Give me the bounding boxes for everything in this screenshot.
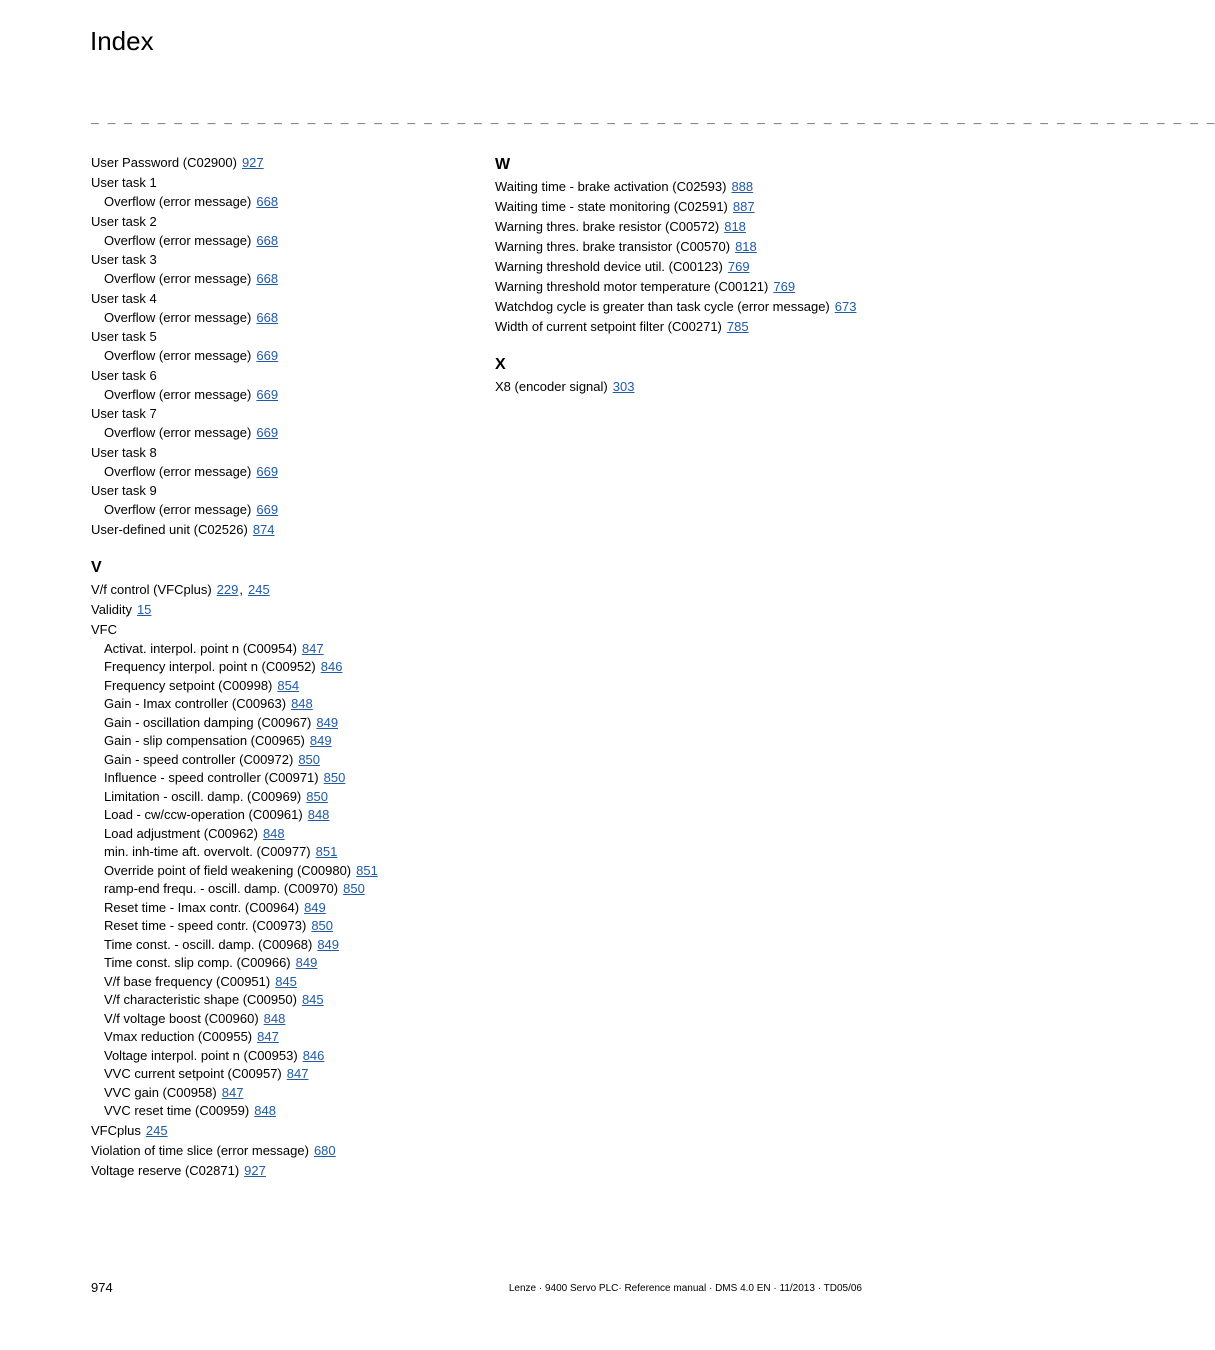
index-subentry [91, 1047, 471, 1066]
entry-label: Warning thres. brake transistor (C00570) [495, 239, 731, 254]
index-entry [91, 481, 471, 501]
entry-label: User task 7 [91, 406, 157, 421]
index-letter-x: X [495, 356, 506, 373]
index-subentry [91, 732, 471, 751]
page-link[interactable]: 850 [343, 881, 365, 896]
page-link[interactable]: 848 [263, 1010, 286, 1026]
index-subentry [91, 954, 471, 973]
entry-label: min. inh-time aft. overvolt. (C00977) [104, 844, 311, 859]
page-link[interactable]: 818 [735, 239, 757, 254]
entry-label: Overflow (error message) [104, 463, 252, 479]
entry-label: VFC [91, 621, 117, 637]
page-link[interactable]: 850 [323, 770, 346, 785]
entry-label: Warning threshold motor temperature (C00121) [495, 279, 769, 294]
index-subentry [91, 899, 471, 918]
index-subentry [91, 386, 471, 405]
page-link[interactable]: 680 [313, 1142, 336, 1158]
index-subentry [91, 232, 471, 251]
page-link[interactable]: 851 [315, 844, 338, 859]
entry-label: VVC gain (C00958) [104, 1084, 217, 1100]
index-entry [91, 443, 471, 463]
index-subentry [91, 640, 471, 659]
entry-label: Watchdog cycle is greater than task cycle (error message) [495, 299, 830, 314]
entry-label: Override point of field weakening (C00980) [104, 862, 352, 878]
index-entry [91, 404, 471, 424]
page-link[interactable]: 668 [256, 194, 279, 209]
entry-label: V/f control (VFCplus) [91, 581, 212, 597]
page-link[interactable]: 785 [726, 319, 749, 334]
index-subentry [91, 193, 471, 212]
index-subentry [91, 1065, 471, 1084]
entry-label: X8 (encoder signal) [495, 379, 608, 394]
index-subentry [91, 424, 471, 443]
entry-label: Reset time - speed contr. (C00973) [104, 918, 307, 933]
index-subentry [91, 695, 471, 714]
index-entry [91, 520, 471, 540]
page-link[interactable]: 846 [320, 659, 343, 674]
page-number: 974 [91, 1280, 113, 1295]
page-link[interactable]: 845 [275, 973, 297, 989]
index-subentry [91, 1010, 471, 1029]
index-entry [495, 317, 875, 337]
entry-label: Overflow (error message) [104, 309, 252, 325]
entry-label: User task 1 [91, 175, 157, 190]
page-link[interactable]: 668 [256, 232, 279, 248]
page-link[interactable]: 849 [295, 955, 318, 970]
entry-label: Waiting time - brake activation (C02593) [495, 179, 727, 194]
index-entry [91, 1161, 471, 1181]
page-link[interactable]: 854 [277, 677, 300, 693]
entry-label: User task 8 [91, 444, 157, 460]
entry-label: Influence - speed controller (C00971) [104, 770, 319, 785]
entry-label: Activat. interpol. point n (C00954) [104, 640, 297, 656]
entry-label: Gain - slip compensation (C00965) [104, 733, 305, 748]
entry-label: Gain - Imax controller (C00963) [104, 696, 287, 711]
page-link[interactable]: 669 [256, 502, 279, 517]
index-group-u [91, 153, 471, 540]
entry-label: User task 5 [91, 329, 157, 344]
entry-label: User task 9 [91, 483, 157, 498]
entry-label: Overflow (error message) [104, 425, 252, 440]
page-link[interactable]: 669 [256, 463, 279, 479]
index-entry [495, 277, 875, 297]
index-entry [495, 197, 875, 217]
entry-label: Overflow (error message) [104, 348, 252, 363]
index-subentry [91, 1102, 471, 1121]
page-link[interactable]: 927 [241, 155, 264, 170]
entry-label: Warning thres. brake resistor (C00572) [495, 219, 720, 234]
page-link[interactable]: 847 [301, 640, 324, 656]
index-subentry [91, 501, 471, 520]
entry-label: Time const. slip comp. (C00966) [104, 955, 291, 970]
index-entry [91, 289, 471, 309]
entry-label: Time const. - oscill. damp. (C00968) [104, 936, 313, 952]
entry-label: V/f base frequency (C00951) [104, 973, 271, 989]
page-link[interactable]: 849 [304, 899, 326, 915]
page-link[interactable]: 668 [256, 309, 279, 325]
entry-label: Waiting time - state monitoring (C02591) [495, 199, 728, 214]
entry-label: Violation of time slice (error message) [91, 1142, 309, 1158]
page-link[interactable]: 850 [298, 751, 321, 767]
page-link[interactable]: 888 [731, 179, 754, 194]
index-subentry [91, 658, 471, 677]
index-entry [495, 257, 875, 277]
footer-text: Lenze · 9400 Servo PLC· Reference manual · DMS 4.0 EN · 11/2013 · TD05/06 [508, 1283, 862, 1294]
entry-label: V/f voltage boost (C00960) [104, 1010, 259, 1026]
index-entry [495, 297, 875, 317]
page-link[interactable]: 851 [356, 862, 378, 878]
index-subentry [91, 880, 471, 899]
index-subentry [91, 973, 471, 992]
entry-label: Gain - speed controller (C00972) [104, 751, 294, 767]
page-link[interactable]: 818 [724, 219, 746, 234]
index-subentry [91, 843, 471, 862]
entry-label: VVC current setpoint (C00957) [104, 1066, 282, 1081]
index-letter-v: V [91, 558, 102, 576]
index-entry [91, 580, 471, 600]
index-group-x [495, 377, 875, 397]
index-letter-w: W [495, 156, 511, 173]
entry-label: Overflow (error message) [104, 271, 252, 286]
page-link[interactable]: 245 [247, 581, 270, 597]
index-subentry [91, 825, 471, 844]
index-entry [495, 377, 875, 397]
header-dashed-rule: _ _ _ _ _ _ _ _ _ _ _ _ _ _ _ _ _ _ _ _ _ _ _ _ _ _ _ _ _ _ _ _ _ _ _ _ _ _ _ _ _ _ _ _ _ _ _ _ _ _ _ _ _ _ _ _ _ _ _ _ _ _ _ _ _ _ _ _ [91, 110, 1215, 125]
index-subentry [91, 677, 471, 696]
index-entry [91, 153, 471, 173]
page-link[interactable]: 874 [252, 521, 275, 537]
page-link[interactable]: 848 [291, 696, 313, 711]
entry-label: Load adjustment (C00962) [104, 825, 258, 841]
page-title: Index [90, 26, 154, 56]
entry-label: ramp-end frequ. - oscill. damp. (C00970) [104, 881, 339, 896]
index-subentry [91, 714, 471, 733]
page-link[interactable]: 15 [136, 601, 152, 617]
index-entry [91, 600, 471, 620]
page-link[interactable]: 245 [145, 1122, 168, 1138]
index-entry [91, 1141, 471, 1161]
index-subentry [91, 936, 471, 955]
entry-label: User Password (C02900) [91, 155, 237, 170]
index-subentry [91, 862, 471, 881]
page-link[interactable]: 927 [244, 1162, 266, 1178]
page-link[interactable]: 229 [216, 581, 239, 597]
index-column-left [91, 153, 471, 1181]
entry-label: Reset time - Imax contr. (C00964) [104, 899, 300, 915]
entry-label: Warning threshold device util. (C00123) [495, 259, 723, 274]
page-link[interactable]: 846 [302, 1047, 325, 1063]
entry-label: VFCplus [91, 1122, 141, 1138]
entry-label: V/f characteristic shape (C00950) [104, 992, 297, 1007]
entry-label: User-defined unit (C02526) [91, 521, 248, 537]
page-link[interactable]: 848 [254, 1103, 276, 1118]
index-entry [91, 173, 471, 193]
page-link[interactable]: 848 [307, 807, 330, 822]
page-link[interactable]: 769 [727, 259, 750, 274]
page-link[interactable]: 847 [257, 1029, 279, 1044]
entry-label: User task 2 [91, 213, 157, 229]
index-group-w [495, 177, 875, 337]
entry-label: Limitation - oscill. damp. (C00969) [104, 788, 302, 804]
index-entry [495, 237, 875, 257]
index-group-v [91, 580, 471, 1181]
entry-label: Voltage reserve (C02871) [91, 1162, 240, 1178]
entry-label: Load - cw/ccw-operation (C00961) [104, 807, 303, 822]
page-link[interactable]: 668 [256, 271, 279, 286]
entry-label: User task 3 [91, 252, 157, 267]
page-link[interactable]: 769 [773, 279, 796, 294]
index-subentry [91, 991, 471, 1010]
page-link[interactable]: 887 [732, 199, 755, 214]
page-link[interactable]: 850 [311, 918, 334, 933]
entry-label: Validity [91, 601, 132, 617]
page-link[interactable]: 849 [316, 714, 339, 730]
index-entry [91, 1121, 471, 1141]
index-subentry [91, 788, 471, 807]
index-subentry [91, 463, 471, 482]
entry-label: Gain - oscillation damping (C00967) [104, 714, 312, 730]
page-link[interactable]: 669 [256, 386, 279, 402]
index-subentry [91, 769, 471, 788]
index-subentry [91, 1084, 471, 1103]
entry-label: User task 6 [91, 367, 157, 383]
index-entry [495, 217, 875, 237]
index-subentry [91, 309, 471, 328]
entry-label: Frequency interpol. point n (C00952) [104, 659, 316, 674]
page-separator: , [239, 581, 243, 597]
entry-label: Voltage interpol. point n (C00953) [104, 1047, 298, 1063]
index-subentry [91, 751, 471, 770]
index-entry [91, 620, 471, 640]
entry-label: Overflow (error message) [104, 386, 252, 402]
page-link[interactable]: 303 [612, 379, 635, 394]
index-subentry [91, 806, 471, 825]
entry-label: User task 4 [91, 290, 157, 306]
entry-label: Overflow (error message) [104, 502, 252, 517]
page-link[interactable]: 847 [286, 1066, 309, 1081]
page-link[interactable]: 669 [256, 348, 279, 363]
page-link[interactable]: 669 [256, 425, 279, 440]
entry-label: Frequency setpoint (C00998) [104, 677, 273, 693]
page-link[interactable]: 845 [301, 992, 324, 1007]
page-link[interactable]: 673 [834, 299, 857, 314]
index-entry [91, 212, 471, 232]
page-link[interactable]: 849 [309, 733, 332, 748]
page-link[interactable]: 847 [221, 1084, 244, 1100]
index-entry [91, 250, 471, 270]
index-subentry [91, 917, 471, 936]
index-subentry [91, 270, 471, 289]
entry-label: Overflow (error message) [104, 232, 252, 248]
index-entry [91, 327, 471, 347]
index-subentry [91, 1028, 471, 1047]
entry-label: Overflow (error message) [104, 194, 252, 209]
index-subentry [91, 347, 471, 366]
index-column-right [495, 153, 875, 397]
page-link[interactable]: 848 [262, 825, 285, 841]
index-entry [91, 366, 471, 386]
entry-label: VVC reset time (C00959) [104, 1103, 250, 1118]
index-entry [495, 177, 875, 197]
page-link[interactable]: 850 [306, 788, 328, 804]
page-link[interactable]: 849 [317, 936, 340, 952]
entry-label: Vmax reduction (C00955) [104, 1029, 253, 1044]
entry-label: Width of current setpoint filter (C00271) [495, 319, 722, 334]
